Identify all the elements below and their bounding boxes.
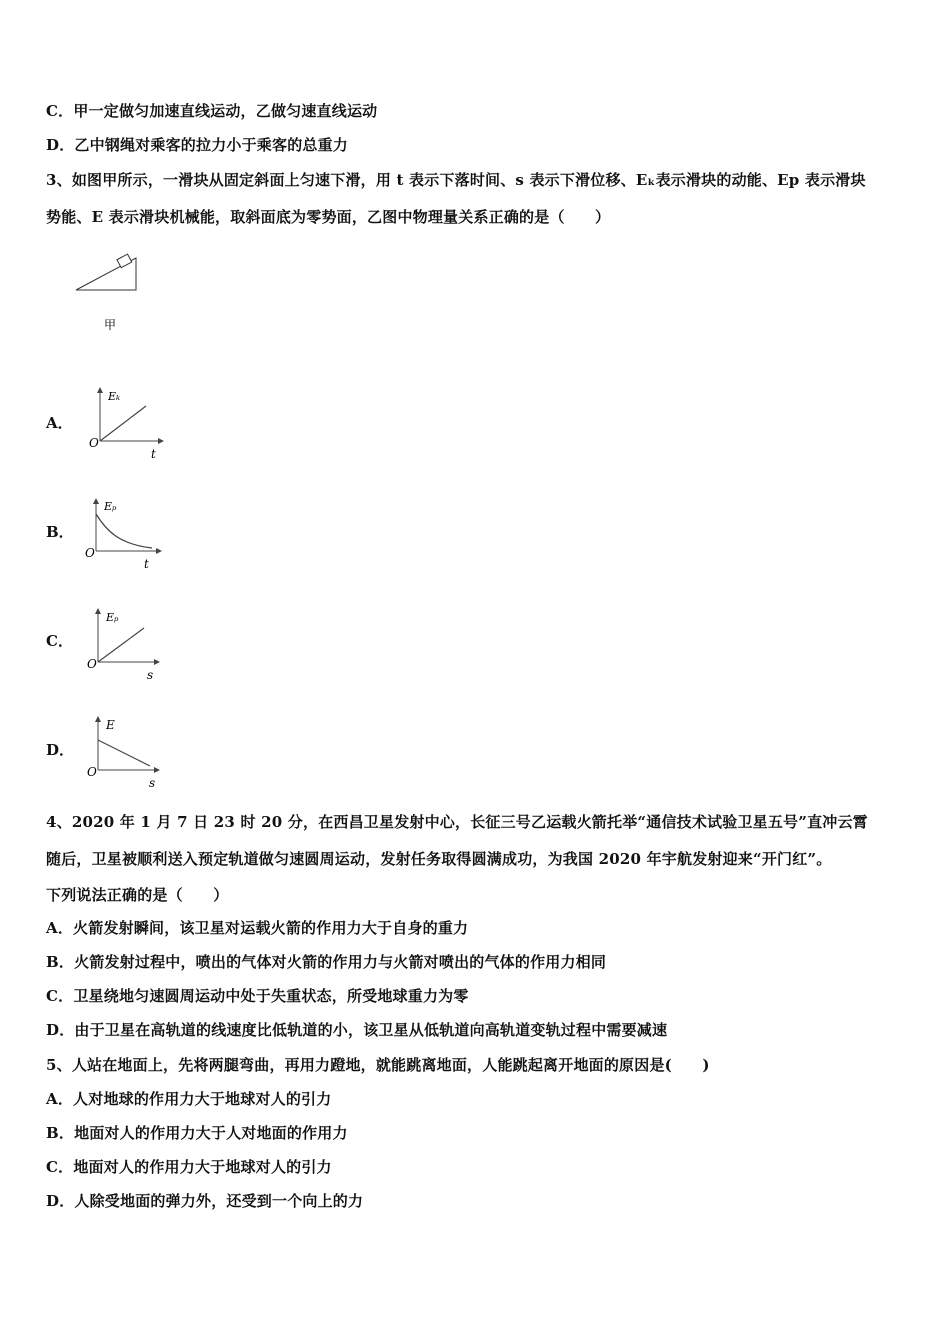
q3-stem-line2: 势能、E 表示滑块机械能，取斜面底为零势面，乙图中物理量关系正确的是（ ） bbox=[46, 208, 611, 226]
q2-option-c: C．甲一定做匀加速直线运动，乙做匀速直线运动 bbox=[46, 102, 378, 120]
q4-option-a: A．火箭发射瞬间，该卫星对运载火箭的作用力大于自身的重力 bbox=[46, 919, 469, 937]
ep-t-curve bbox=[96, 514, 152, 548]
q3-option-a-letter: A． bbox=[46, 414, 73, 432]
q5-option-b: B．地面对人的作用力大于人对地面的作用力 bbox=[46, 1124, 348, 1142]
q2-option-d: D．乙中钢绳对乘客的拉力小于乘客的总重力 bbox=[46, 136, 349, 154]
x-axis-label: s bbox=[147, 668, 154, 682]
q4-stem-line1: 4、2020 年 1 月 7 日 23 时 20 分，在西昌卫星发射中心，长征三号乙运载火箭托举“通信技术试验卫星五号”直冲云霄 bbox=[46, 813, 868, 831]
q3-option-a-graph bbox=[82, 385, 172, 469]
q3-option-b-letter: B． bbox=[46, 523, 74, 541]
x-axis-label: s bbox=[149, 776, 156, 790]
e-s-line bbox=[98, 740, 150, 766]
figure-caption: 甲 bbox=[103, 318, 117, 332]
origin-label: O bbox=[87, 765, 97, 779]
q4-stem-line2: 随后，卫星被顺利送入预定轨道做匀速圆周运动，发射任务取得圆满成功，为我国 2020 年宇航发射迎来“开门红”。 bbox=[46, 850, 832, 868]
q4-option-c: C．卫星绕地匀速圆周运动中处于失重状态，所受地球重力为零 bbox=[46, 987, 469, 1005]
y-axis-label: E bbox=[106, 718, 115, 732]
x-axis-label: t bbox=[151, 447, 156, 461]
q3-stem-line1: 3、如图甲所示，一滑块从固定斜面上匀速下滑，用 t 表示下落时间、s 表示下滑位移、Eₖ表示滑块的动能、Ep 表示滑块 bbox=[46, 171, 866, 189]
origin-label: O bbox=[87, 657, 97, 671]
origin-label: O bbox=[89, 436, 99, 450]
ek-t-line bbox=[100, 406, 146, 441]
q3-figure-jia bbox=[70, 250, 150, 344]
y-axis-label: Eₚ bbox=[106, 611, 119, 624]
q5-option-a: A．人对地球的作用力大于地球对人的引力 bbox=[46, 1090, 332, 1108]
x-axis-label: t bbox=[144, 557, 149, 571]
y-axis-label: Eₚ bbox=[104, 500, 117, 513]
y-axis-label: Eₖ bbox=[108, 390, 121, 403]
q3-option-d-letter: D． bbox=[46, 741, 75, 759]
q4-option-b: B．火箭发射过程中，喷出的气体对火箭的作用力与火箭对喷出的气体的作用力相同 bbox=[46, 953, 607, 971]
q3-option-c-letter: C． bbox=[46, 632, 73, 650]
q3-option-b-graph bbox=[82, 496, 172, 580]
q4-option-d: D．由于卫星在高轨道的线速度比低轨道的小，该卫星从低轨道向高轨道变轨过程中需要减速 bbox=[46, 1021, 668, 1039]
q5-option-d: D．人除受地面的弹力外，还受到一个向上的力 bbox=[46, 1192, 364, 1210]
incline-diagram bbox=[70, 250, 150, 340]
ep-s-line bbox=[98, 628, 144, 662]
q3-option-d-graph bbox=[82, 712, 172, 796]
q5-stem: 5、人站在地面上，先将两腿弯曲，再用力蹬地，就能跳离地面，人能跳起离开地面的原因是( ) bbox=[46, 1056, 710, 1074]
q3-option-c-graph bbox=[82, 604, 172, 688]
q5-option-c: C．地面对人的作用力大于地球对人的引力 bbox=[46, 1158, 332, 1176]
q4-stem-line3: 下列说法正确的是（ ） bbox=[46, 886, 229, 904]
origin-label: O bbox=[85, 546, 95, 560]
